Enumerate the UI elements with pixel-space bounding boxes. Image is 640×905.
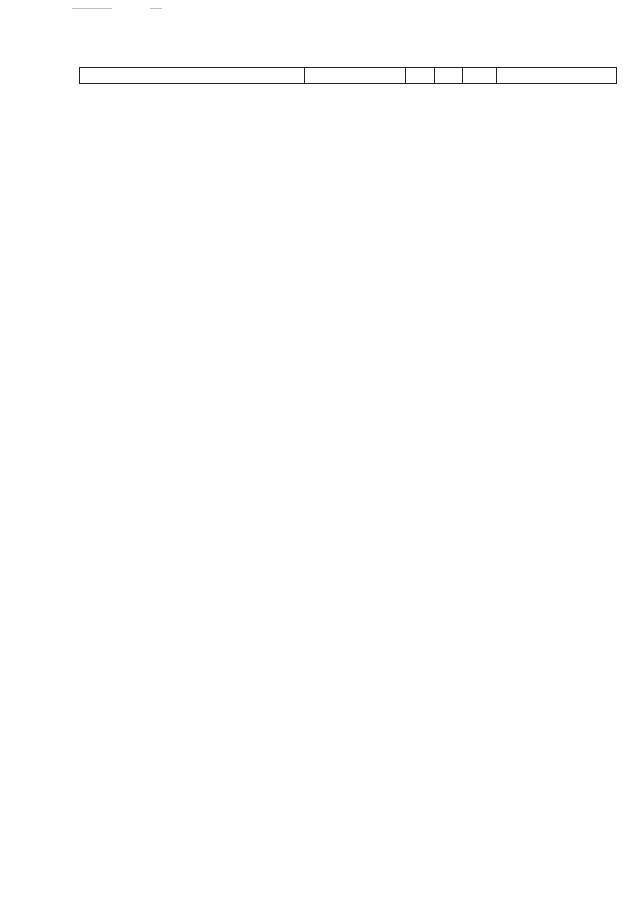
header-col-6: [496, 68, 617, 83]
scan-mark: [72, 8, 112, 9]
header-col-3: [405, 68, 435, 83]
header-col-5: [462, 68, 497, 83]
header-col-4: [434, 68, 463, 83]
header-col-2: [304, 68, 406, 83]
header-col-1: [80, 68, 304, 83]
table-header: [79, 67, 617, 84]
scan-mark: [150, 8, 162, 9]
